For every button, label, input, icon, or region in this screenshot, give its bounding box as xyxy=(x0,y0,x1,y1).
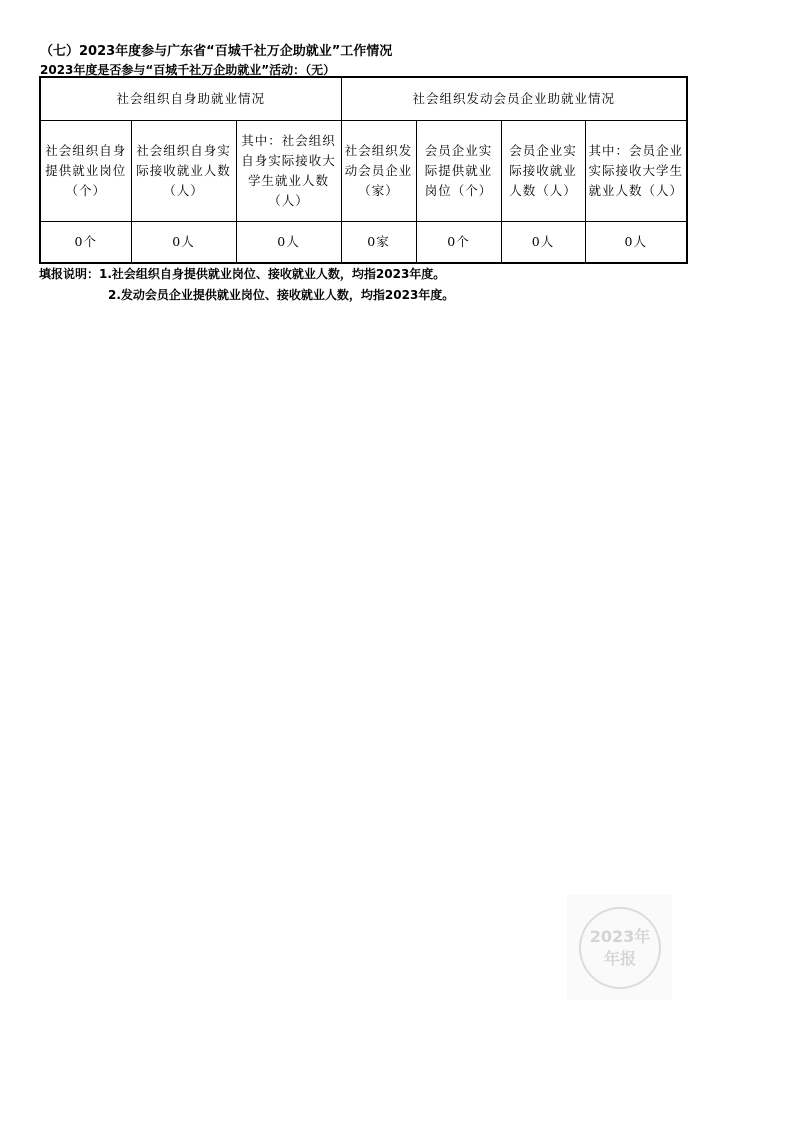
stamp-label: 年报 xyxy=(603,949,636,968)
column-header: 其中：会员企业实际接收大学生就业人数（人） xyxy=(585,121,687,222)
column-header-row xyxy=(40,121,687,222)
group-header-members: 社会组织发动会员企业助就业情况 xyxy=(341,77,687,121)
value-cell: 0人 xyxy=(585,222,687,264)
column-header: 社会组织发动会员企业（家） xyxy=(341,121,416,222)
table-row xyxy=(40,222,687,264)
section-title: （七）2023年度参与广东省“百城千社万企助就业”工作情况 xyxy=(40,44,393,59)
participation-status: 2023年度是否参与“百城千社万企助就业”活动：（无） xyxy=(40,63,336,77)
column-header: 其中：社会组织自身实际接收大学生就业人数（人） xyxy=(236,121,341,222)
value-cell: 0人 xyxy=(131,222,236,264)
group-header-row xyxy=(40,77,687,121)
annual-report-stamp xyxy=(567,895,672,1000)
column-header: 社会组织自身提供就业岗位（个） xyxy=(40,121,131,222)
value-cell: 0家 xyxy=(341,222,416,264)
value-cell: 0个 xyxy=(416,222,501,264)
column-header: 社会组织自身实际接收就业人数（人） xyxy=(131,121,236,222)
column-header: 会员企业实际接收就业人数（人） xyxy=(501,121,585,222)
column-header: 会员企业实际提供就业岗位（个） xyxy=(416,121,501,222)
employment-table xyxy=(39,76,688,264)
value-cell: 0个 xyxy=(40,222,131,264)
stamp-year: 2023年 xyxy=(589,927,651,946)
value-cell: 0人 xyxy=(236,222,341,264)
filing-note-2: 2.发动会员企业提供就业岗位、接收就业人数，均指2023年度。 xyxy=(108,288,455,302)
stamp-circle xyxy=(579,907,661,989)
filing-note-1: 填报说明：1.社会组织自身提供就业岗位、接收就业人数，均指2023年度。 xyxy=(39,267,446,281)
group-header-self: 社会组织自身助就业情况 xyxy=(40,77,341,121)
value-cell: 0人 xyxy=(501,222,585,264)
